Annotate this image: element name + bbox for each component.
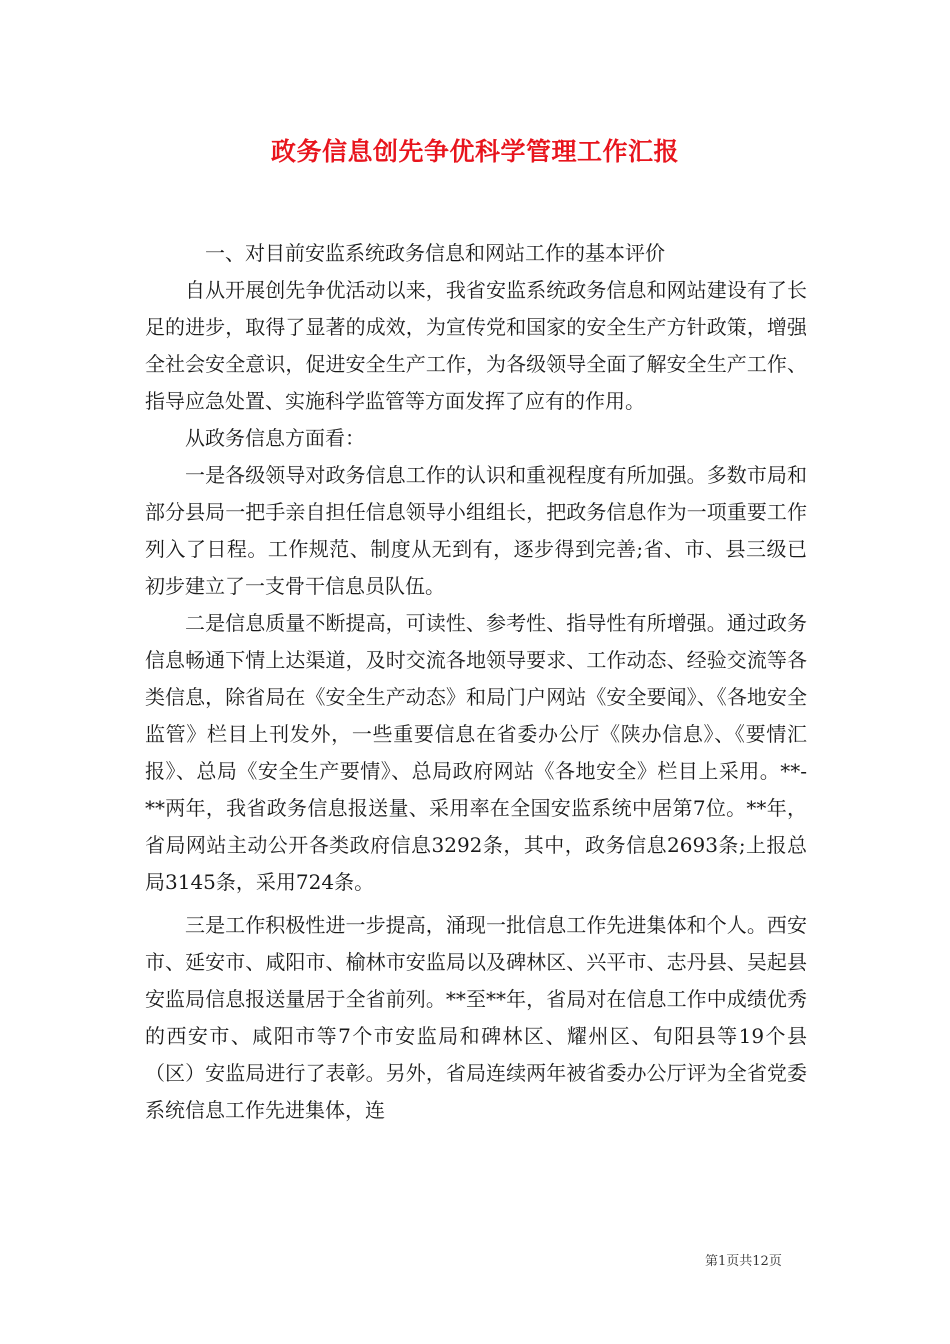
paragraph-point-2: 二是信息质量不断提高，可读性、参考性、指导性有所增强。通过政务信息畅通下情上达渠道，及时交流各地领导要求、工作动态、经验交流等各类信息，除省局在《安全生产动态》和局门户网站《安全要闻》、《各地安全监管》栏目上刊发外，一些重要信息在省委办公厅《陕办信息》、《要情汇报》、总局《安全生产要情》、总局政府网站《各地安全》栏目上采用。**-**两年，我省政务信息报送量、采用率在全国安监系统中居第7位。**年，省局网站主动公开各类政府信息3292条，其中，政务信息2693条;上报总局3145条，采用724条。	[145, 611, 807, 894]
document-body	[145, 235, 807, 1129]
paragraph-subheading: 从政务信息方面看：	[185, 426, 365, 450]
section-heading: 一、对目前安监系统政务信息和网站工作的基本评价	[205, 241, 665, 265]
paragraph-point-3: 三是工作积极性进一步提高，涌现一批信息工作先进集体和个人。西安市、延安市、咸阳市、榆林市安监局以及碑林区、兴平市、志丹县、吴起县安监局信息报送量居于全省前列。**至**年，省局对在信息工作中成绩优秀的西安市、咸阳市等7个市安监局和碑林区、耀州区、旬阳县等19个县（区）安监局进行了表彰。另外，省局连续两年被省委办公厅评为全省党委系统信息工作先进集体，连	[145, 913, 807, 1122]
document-title: 政务信息创先争优科学管理工作汇报	[270, 137, 679, 166]
paragraph-point-1: 一是各级领导对政务信息工作的认识和重视程度有所加强。多数市局和部分县局一把手亲自担任信息领导小组组长，把政务信息作为一项重要工作列入了日程。工作规范、制度从无到有，逐步得到完善;省、市、县三级已初步建立了一支骨干信息员队伍。	[145, 463, 807, 598]
paragraph-intro: 自从开展创先争优活动以来，我省安监系统政务信息和网站建设有了长足的进步，取得了显著的成效，为宣传党和国家的安全生产方针政策，增强全社会安全意识，促进安全生产工作，为各级领导全面了解安全生产工作、指导应急处置、实施科学监管等方面发挥了应有的作用。	[145, 278, 807, 413]
page-number: 第1页共12页	[705, 1254, 782, 1269]
